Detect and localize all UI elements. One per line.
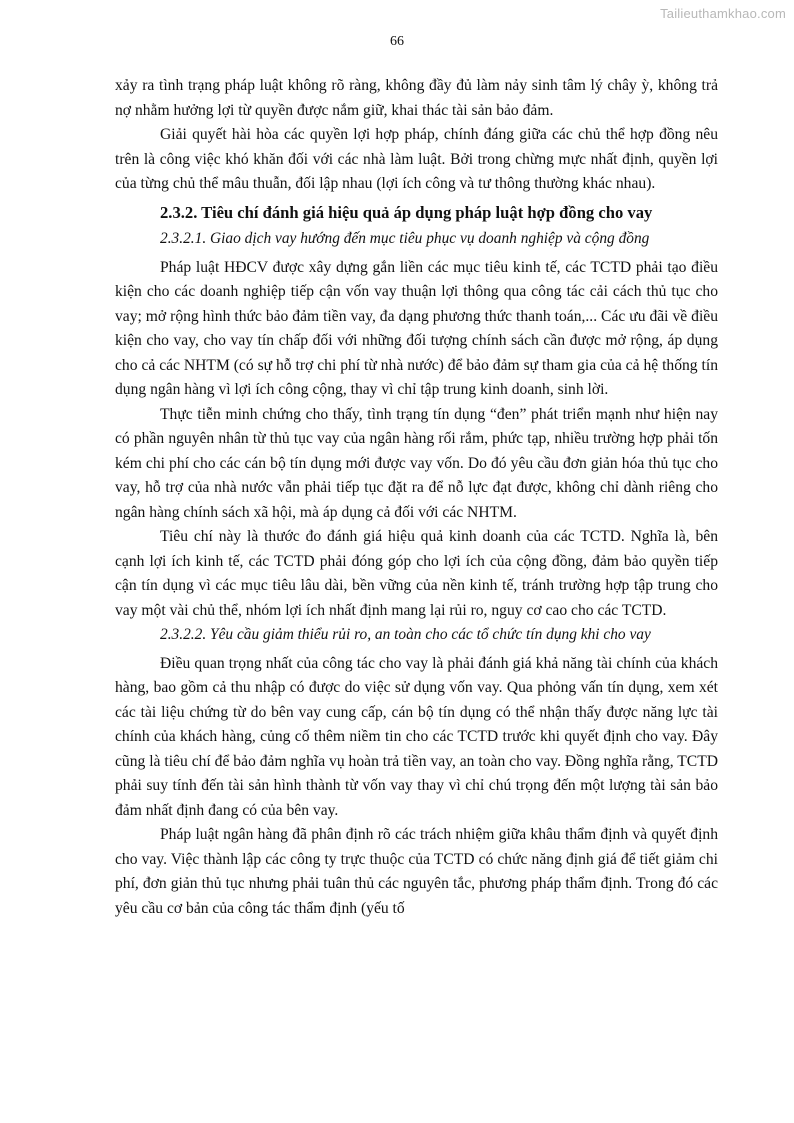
paragraph: Pháp luật ngân hàng đã phân định rõ các trách nhiệm giữa khâu thẩm định và quyết định cho vay. Việc thành lập các công ty trực thuộc của TCTD có chức năng định giá để tiết giảm chi phí, đơn giản thủ tục nhưng phải tuân thủ các nguyên tắc, phương pháp thẩm định. Trong đó các yêu cầu cơ bản của công tác thẩm định (yếu tố <box>115 826 718 917</box>
watermark-text: Tailieuthamkhao.com <box>660 6 786 21</box>
paragraph: Thực tiễn minh chứng cho thấy, tình trạng tín dụng “đen” phát triển mạnh như hiện nay có phần nguyên nhân từ thủ tục vay của ngân hàng rối rắm, phức tạp, nhiều trường hợp phải tốn kém chi phí cho các cán bộ tín dụng mới được vay vốn. Do đó yêu cầu đơn giản hóa thủ tục cho vay, hỗ trợ của nhà nước vẫn phải tiếp tục đặt ra để nỗ lực đạt được, không chỉ dành riêng cho ngân hàng chính sách xã hội, mà áp dụng cả đối với các NHTM. <box>115 405 718 521</box>
paragraph: Tiêu chí này là thước đo đánh giá hiệu quả kinh doanh của các TCTD. Nghĩa là, bên cạnh lợi ích kinh tế, các TCTD phải đóng góp cho lợi ích của cộng đồng, đảm bảo quyền tiếp cận tín dụng vì các mục tiêu lâu dài, bền vững của nền kinh tế, tránh trường hợp tập trung cho vay một vài chủ thể, nhóm lợi ích nhất định mang lại rủi ro, nguy cơ cao cho các TCTD. <box>115 528 718 619</box>
page-number: 66 <box>390 34 404 49</box>
section-heading: 2.3.2. Tiêu chí đánh giá hiệu quả áp dụng pháp luật hợp đồng cho vay <box>160 202 653 222</box>
document-body <box>115 74 718 921</box>
paragraph: Điều quan trọng nhất của công tác cho vay là phải đánh giá khả năng tài chính của khách hàng, bao gồm cả thu nhập có được do việc sử dụng vốn vay. Qua phỏng vấn tín dụng, xem xét các tài liệu chứng từ do bên vay cung cấp, cán bộ tín dụng có thể nhận thấy được năng lực tài chính của khách hàng, củng cố thêm niềm tin cho các TCTD trước khi quyết định cho vay. Đây cũng là tiêu chí để bảo đảm nghĩa vụ hoàn trả tiền vay, an toàn cho vay. Đồng nghĩa rằng, TCTD phải suy tính đến tài sản hình thành từ vốn vay thay vì chỉ chú trọng đến một lượng tài sản bảo đảm nhất định đang có của bên vay. <box>115 654 718 819</box>
paragraph: Pháp luật HĐCV được xây dựng gắn liền các mục tiêu kinh tế, các TCTD phải tạo điều kiện cho các doanh nghiệp tiếp cận vốn vay thuận lợi thông qua công tác cải cách thủ tục cho vay; mở rộng hình thức bảo đảm tiền vay, đa dạng phương thức thanh toán,... Các ưu đãi về điều kiện cho vay, cho vay tín chấp đối với những đối tượng chính sách cần được mở rộng, áp dụng cho cả các NHTM (có sự hỗ trợ chi phí từ nhà nước) để bảo đảm sự tham gia của cả hệ thống tín dụng ngân hàng vì lợi ích công cộng, thay vì chỉ tập trung kinh doanh, sinh lời. <box>115 258 718 398</box>
subsection-heading: 2.3.2.1. Giao dịch vay hướng đến mục tiêu phục vụ doanh nghiệp và cộng đồng <box>160 230 650 247</box>
paragraph: Giải quyết hài hòa các quyền lợi hợp pháp, chính đáng giữa các chủ thể hợp đồng nêu trên là công việc khó khăn đối với các nhà làm luật. Bởi trong chừng mực nhất định, quyền lợi của từng chủ thể mâu thuẫn, đối lập nhau (lợi ích công và tư thông thường khác nhau). <box>115 126 718 192</box>
paragraph: xảy ra tình trạng pháp luật không rõ ràng, không đầy đủ làm nảy sinh tâm lý chây ỳ, không trả nợ nhằm hưởng lợi từ quyền được nắm giữ, khai thác tài sản bảo đảm. <box>115 77 718 119</box>
subsection-heading: 2.3.2.2. Yêu cầu giảm thiểu rủi ro, an toàn cho các tổ chức tín dụng khi cho vay <box>160 626 651 643</box>
